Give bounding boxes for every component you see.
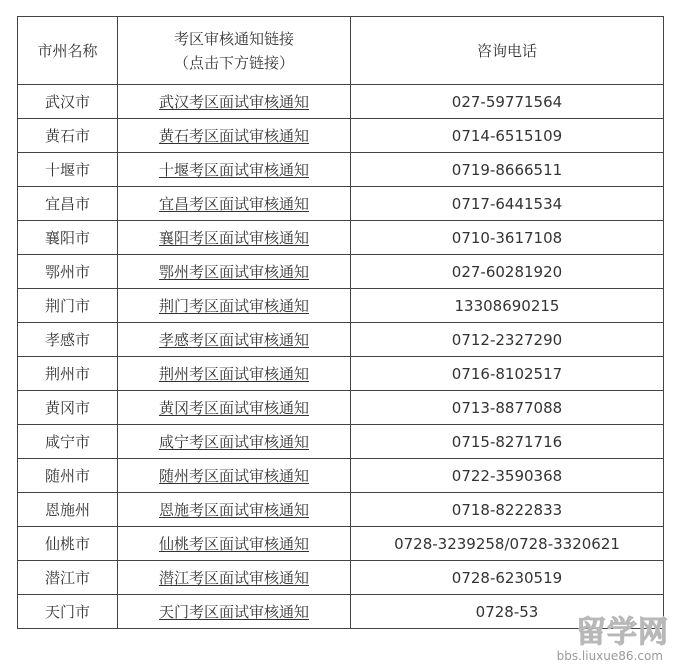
phone-cell: 0714-6515109 bbox=[351, 119, 664, 153]
city-name-cell: 仙桃市 bbox=[18, 527, 118, 561]
review-notice-link[interactable]: 黄石考区面试审核通知 bbox=[158, 127, 309, 145]
table-body bbox=[18, 85, 664, 629]
notice-link-cell bbox=[118, 391, 351, 425]
header-notice-link-title: 考区审核通知链接 bbox=[173, 29, 294, 48]
review-notice-link[interactable]: 仙桃考区面试审核通知 bbox=[158, 535, 309, 553]
review-notice-link[interactable]: 天门考区面试审核通知 bbox=[158, 603, 309, 621]
review-notice-link[interactable]: 荆门考区面试审核通知 bbox=[158, 297, 309, 315]
phone-cell: 027-60281920 bbox=[351, 255, 664, 289]
phone-cell: 0710-3617108 bbox=[351, 221, 664, 255]
review-notice-link[interactable]: 宜昌考区面试审核通知 bbox=[158, 195, 309, 213]
review-notice-link[interactable]: 潜江考区面试审核通知 bbox=[158, 569, 309, 587]
watermark-logo-text: 留学网 bbox=[576, 615, 669, 650]
review-notice-link[interactable]: 鄂州考区面试审核通知 bbox=[158, 263, 309, 281]
table-row bbox=[18, 221, 664, 255]
phone-cell: 0728-6230519 bbox=[351, 561, 664, 595]
phone-cell: 0719-8666511 bbox=[351, 153, 664, 187]
table-row bbox=[18, 391, 664, 425]
city-name-cell: 随州市 bbox=[18, 459, 118, 493]
table-row bbox=[18, 357, 664, 391]
phone-cell: 0728-53 bbox=[351, 595, 664, 629]
table-row bbox=[18, 527, 664, 561]
city-name-cell: 荆门市 bbox=[18, 289, 118, 323]
notice-link-cell bbox=[118, 527, 351, 561]
review-notice-link[interactable]: 恩施考区面试审核通知 bbox=[158, 501, 309, 519]
table-row bbox=[18, 289, 664, 323]
table-row bbox=[18, 85, 664, 119]
phone-cell: 0716-8102517 bbox=[351, 357, 664, 391]
notice-link-cell bbox=[118, 493, 351, 527]
header-notice-link bbox=[118, 17, 351, 85]
city-name-cell: 襄阳市 bbox=[18, 221, 118, 255]
notice-link-cell bbox=[118, 85, 351, 119]
city-name-cell: 孝感市 bbox=[18, 323, 118, 357]
table-row bbox=[18, 153, 664, 187]
header-notice-link-hint: （点击下方链接） bbox=[173, 53, 294, 72]
city-name-cell: 恩施州 bbox=[18, 493, 118, 527]
table-row bbox=[18, 255, 664, 289]
phone-cell: 0715-8271716 bbox=[351, 425, 664, 459]
review-notice-link[interactable]: 黄冈考区面试审核通知 bbox=[158, 399, 309, 417]
watermark-url: bbs.liuxue86.com bbox=[556, 649, 663, 663]
table-row bbox=[18, 493, 664, 527]
city-name-cell: 鄂州市 bbox=[18, 255, 118, 289]
phone-cell: 0728-3239258/0728-3320621 bbox=[351, 527, 664, 561]
notice-link-cell bbox=[118, 289, 351, 323]
notice-link-cell bbox=[118, 187, 351, 221]
review-notice-link[interactable]: 咸宁考区面试审核通知 bbox=[158, 433, 309, 451]
city-name-cell: 潜江市 bbox=[18, 561, 118, 595]
phone-cell: 0717-6441534 bbox=[351, 187, 664, 221]
city-name-cell: 咸宁市 bbox=[18, 425, 118, 459]
review-notice-link[interactable]: 荆州考区面试审核通知 bbox=[158, 365, 309, 383]
review-notice-link[interactable]: 孝感考区面试审核通知 bbox=[158, 331, 309, 349]
city-name-cell: 十堰市 bbox=[18, 153, 118, 187]
review-notice-link[interactable]: 十堰考区面试审核通知 bbox=[158, 161, 309, 179]
table-row bbox=[18, 459, 664, 493]
city-name-cell: 宜昌市 bbox=[18, 187, 118, 221]
table-row bbox=[18, 323, 664, 357]
table-row bbox=[18, 119, 664, 153]
phone-cell: 0722-3590368 bbox=[351, 459, 664, 493]
notice-link-cell bbox=[118, 357, 351, 391]
review-notice-link[interactable]: 武汉考区面试审核通知 bbox=[158, 93, 309, 111]
city-name-cell: 荆州市 bbox=[18, 357, 118, 391]
table-row bbox=[18, 595, 664, 629]
city-name-cell: 黄冈市 bbox=[18, 391, 118, 425]
notice-link-cell bbox=[118, 425, 351, 459]
header-phone: 咨询电话 bbox=[351, 17, 664, 85]
notice-link-cell bbox=[118, 255, 351, 289]
review-notice-link[interactable]: 襄阳考区面试审核通知 bbox=[158, 229, 309, 247]
header-city-name: 市州名称 bbox=[18, 17, 118, 85]
phone-cell: 027-59771564 bbox=[351, 85, 664, 119]
city-name-cell: 天门市 bbox=[18, 595, 118, 629]
notice-link-cell bbox=[118, 323, 351, 357]
notice-link-cell bbox=[118, 459, 351, 493]
phone-cell: 13308690215 bbox=[351, 289, 664, 323]
phone-cell: 0718-8222833 bbox=[351, 493, 664, 527]
notice-link-cell bbox=[118, 595, 351, 629]
table-row bbox=[18, 187, 664, 221]
review-notice-link[interactable]: 随州考区面试审核通知 bbox=[158, 467, 309, 485]
table-row bbox=[18, 425, 664, 459]
table-row bbox=[18, 561, 664, 595]
notice-link-cell bbox=[118, 221, 351, 255]
phone-cell: 0713-8877088 bbox=[351, 391, 664, 425]
city-name-cell: 黄石市 bbox=[18, 119, 118, 153]
notice-link-cell bbox=[118, 153, 351, 187]
phone-cell: 0712-2327290 bbox=[351, 323, 664, 357]
exam-region-contact-table bbox=[17, 16, 664, 629]
table-header-row bbox=[18, 17, 664, 85]
notice-link-cell bbox=[118, 561, 351, 595]
city-name-cell: 武汉市 bbox=[18, 85, 118, 119]
notice-link-cell bbox=[118, 119, 351, 153]
